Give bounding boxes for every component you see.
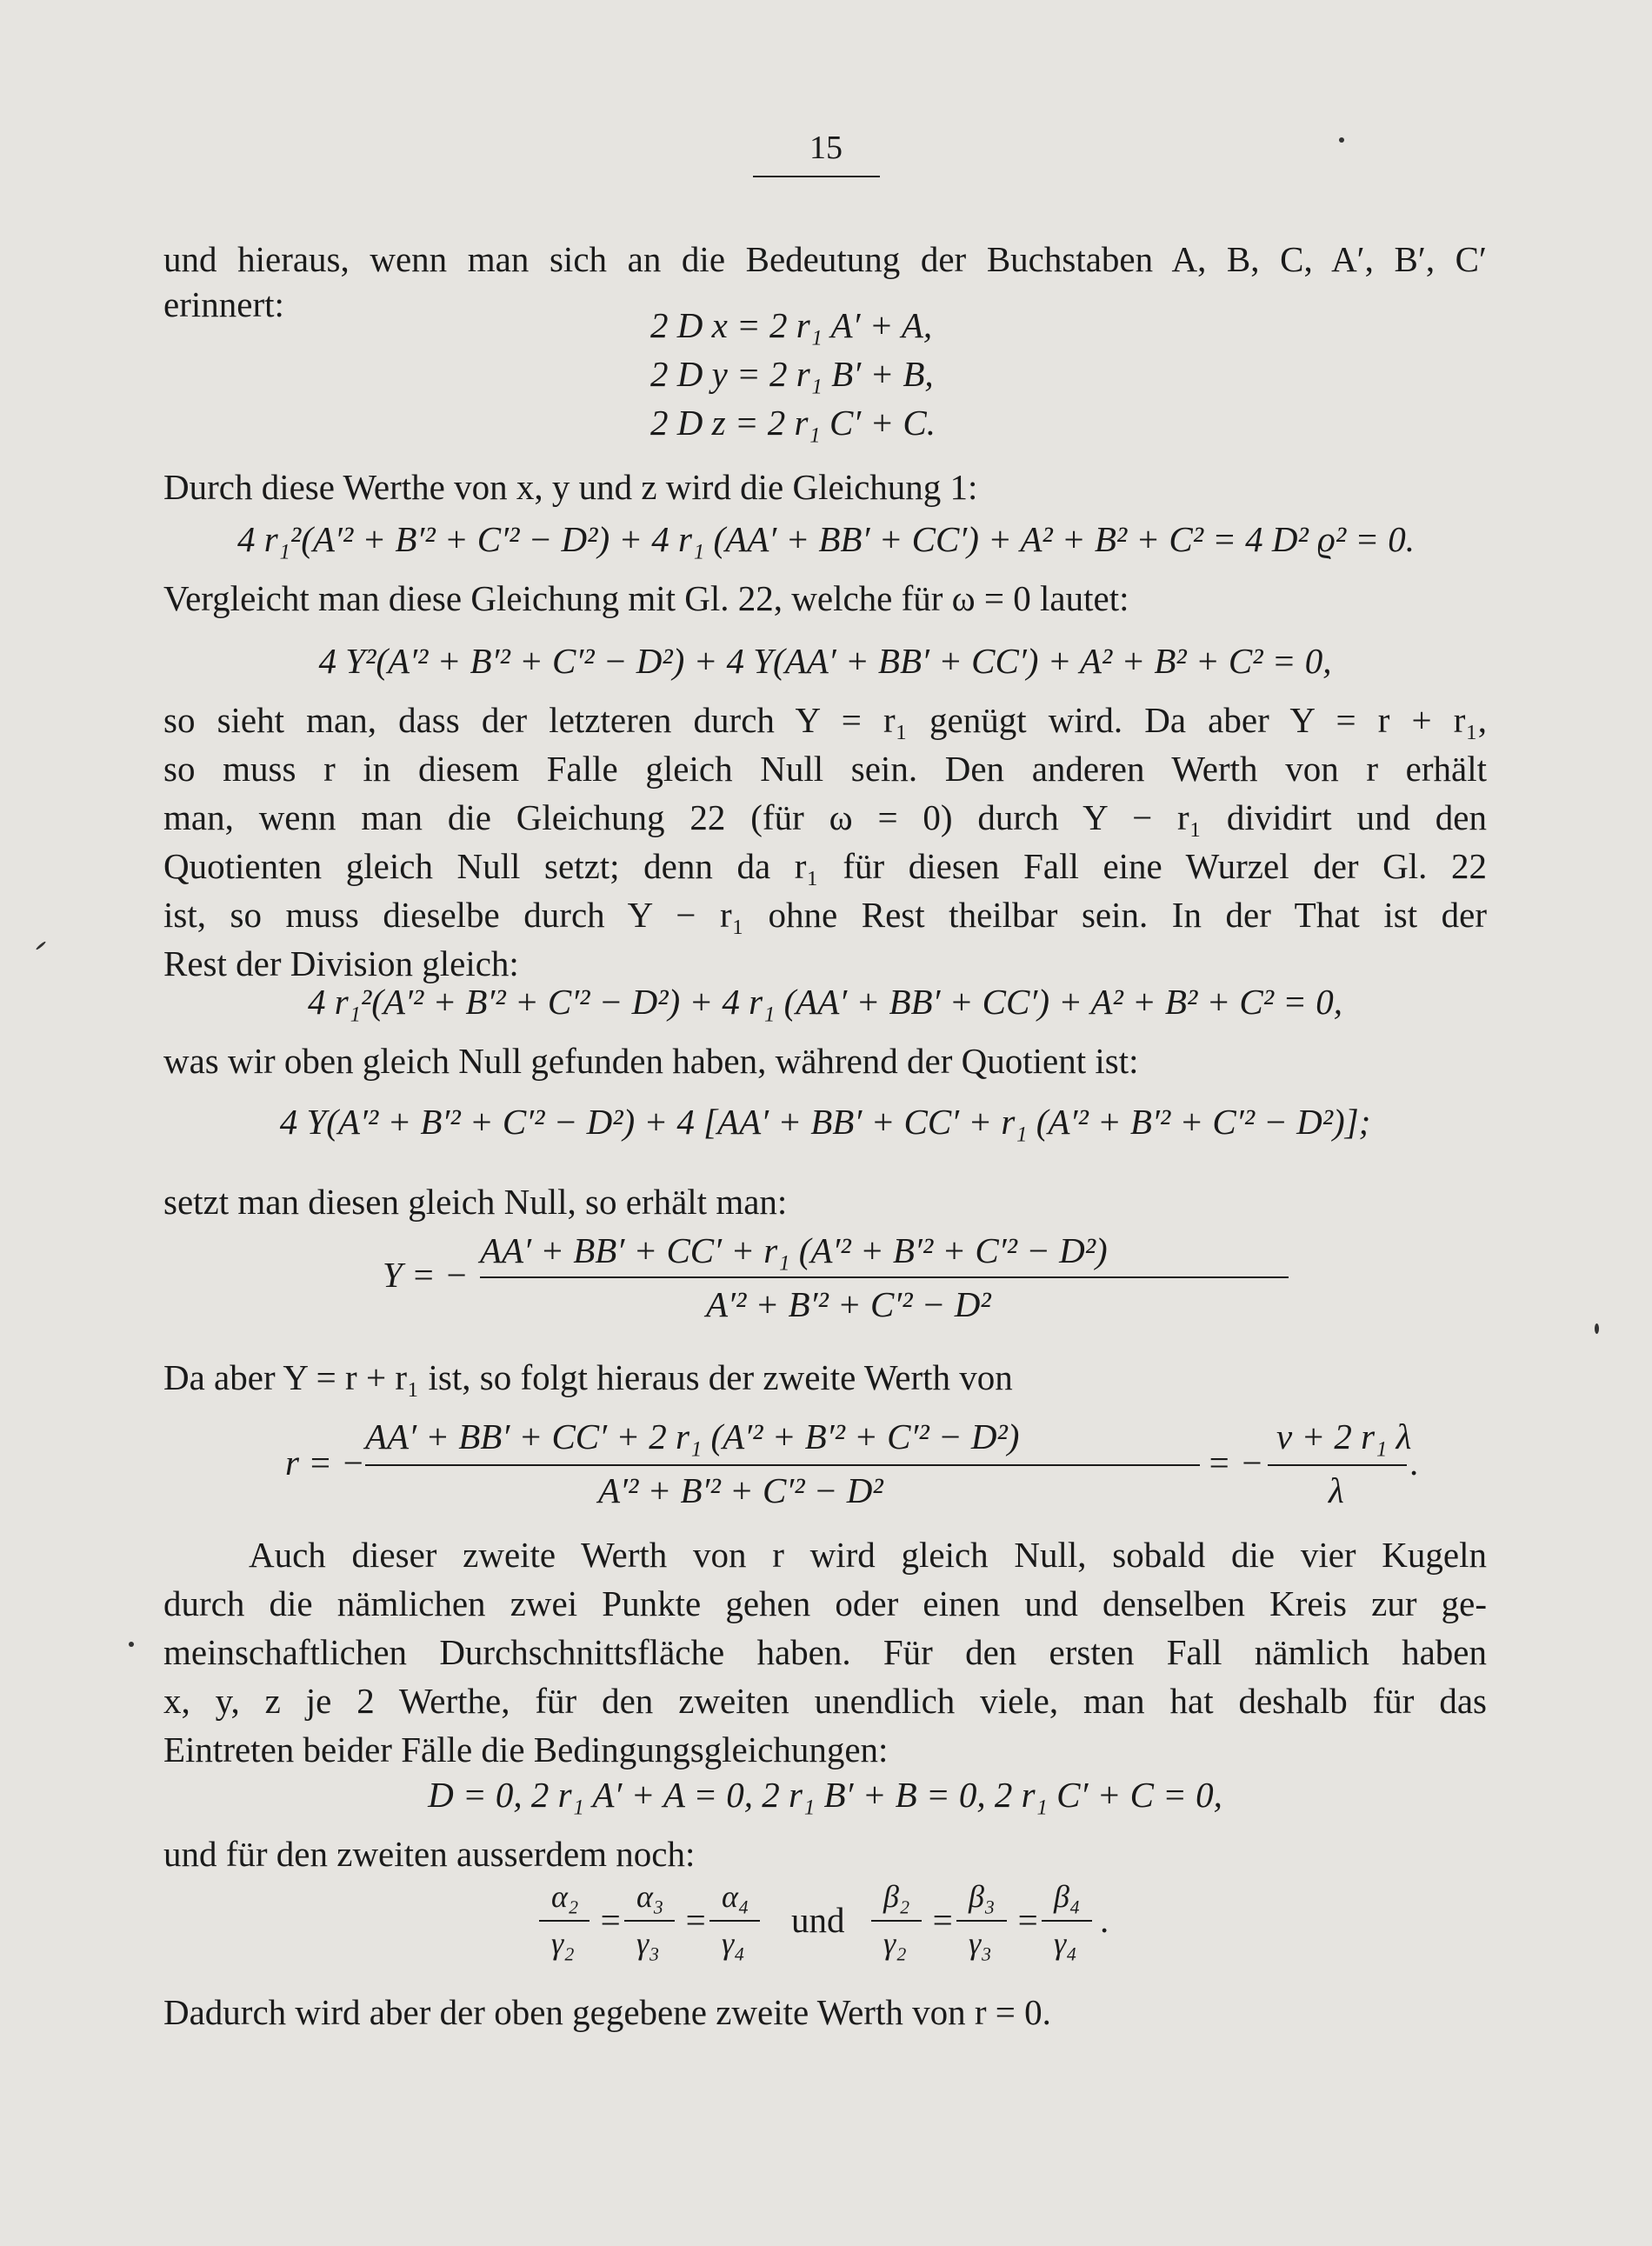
equation-gleichung-1: 4 r₁²(A′² + B′² + C′² − D²) + 4 r₁ (AA′ + BB′ + CC′) + A² + B² + C² = 4 D² ϱ² = 0. (236, 519, 1416, 559)
ratio-bar (1042, 1920, 1092, 1922)
text-line: man, wenn man die Gleichung 22 (für ω = 0) durch Y − r₁ dividirt und den (163, 797, 1487, 837)
gamma-3: γ₃ (969, 1926, 992, 1961)
ratio-und: und (791, 1900, 845, 1940)
fraction-r (285, 1416, 1420, 1520)
gamma-4: γ₄ (1054, 1926, 1077, 1961)
text-line: setzt man diesen gleich Null, so erhält man: (163, 1182, 788, 1222)
ratio-bar (709, 1920, 760, 1922)
beta-2: β₂ (883, 1879, 910, 1914)
equation-bedingungen: D = 0, 2 r₁ A′ + A = 0, 2 r₁ B′ + B = 0, 2 r₁ C′ + C = 0, (428, 1775, 1222, 1815)
fraction-r-equals: = − (1207, 1443, 1264, 1483)
text-line: so sieht man, dass der letzteren durch Y = r₁ genügt wird. Da aber Y = r + r₁, (163, 700, 1487, 740)
fraction-r-bar (365, 1464, 1200, 1466)
ratio-equals: = (930, 1900, 955, 1940)
beta-3: β₃ (969, 1879, 996, 1914)
gamma-3: γ₃ (636, 1926, 660, 1961)
equation-2dx: 2 D x = 2 r₁ A′ + A, (650, 305, 933, 345)
text-line: ist, so muss dieselbe durch Y − r₁ ohne Rest theilbar sein. In der That ist der (163, 895, 1487, 935)
ratio-equals: = (1016, 1900, 1040, 1940)
fraction-y-denominator: A′² + B′² + C′² − D² (706, 1284, 991, 1324)
alpha-4: α₄ (722, 1879, 749, 1914)
fraction-r-numerator: AA′ + BB′ + CC′ + 2 r₁ (A′² + B′² + C′² − D²) (365, 1416, 1020, 1456)
ratio-bar (956, 1920, 1007, 1922)
fraction-r2-numerator: ν + 2 r₁ λ (1276, 1416, 1412, 1456)
ratio-bar (539, 1920, 590, 1922)
ratio-bar (871, 1920, 922, 1922)
gamma-2: γ₂ (883, 1926, 907, 1961)
fraction-r2-denominator: λ (1329, 1470, 1344, 1510)
beta-4: β₄ (1054, 1879, 1081, 1914)
equation-2dy: 2 D y = 2 r₁ B′ + B, (650, 354, 934, 394)
scan-speck (36, 941, 47, 950)
ratio-equals: = (683, 1900, 708, 1940)
text-line: erinnert: (163, 284, 284, 324)
scan-speck (129, 1642, 134, 1647)
fraction-y-bar (480, 1276, 1289, 1278)
fraction-y-lhs: Y = − (383, 1255, 469, 1295)
equation-2dz: 2 D z = 2 r₁ C′ + C. (650, 403, 936, 443)
ratio-bar (624, 1920, 675, 1922)
ratio-period: . (1101, 1900, 1110, 1940)
text-line: und für den zweiten ausserdem noch: (163, 1834, 696, 1874)
equation-rest: 4 r₁²(A′² + B′² + C′² − D²) + 4 r₁ (AA′ + BB′ + CC′) + A² + B² + C² = 0, (308, 982, 1342, 1022)
fraction-y (383, 1230, 1426, 1360)
text-line: Eintreten beider Fälle die Bedingungsgleichungen: (163, 1729, 889, 1769)
text-line: und hieraus, wenn man sich an die Bedeutung der Buchstaben A, B, C, A′, B′, C′ (163, 239, 1487, 279)
gamma-4: γ₄ (722, 1926, 745, 1961)
fraction-r-period: . (1410, 1443, 1420, 1483)
equation-gl-22: 4 Y²(A′² + B′² + C′² − D²) + 4 Y(AA′ + BB′ + CC′) + A² + B² + C² = 0, (318, 641, 1332, 681)
alpha-3: α₃ (636, 1879, 664, 1914)
ratio-equals: = (598, 1900, 623, 1940)
page-number: 15 (809, 130, 843, 166)
text-line: durch die nämlichen zwei Punkte gehen oder einen und denselben Kreis zur ge- (163, 1583, 1487, 1623)
text-line: so muss r in diesem Falle gleich Null sein. Den anderen Werth von r erhält (163, 749, 1487, 789)
scan-speck (1595, 1323, 1599, 1334)
gamma-2: γ₂ (551, 1926, 575, 1961)
fraction-r-denominator: A′² + B′² + C′² − D² (598, 1470, 883, 1510)
text-line: x, y, z je 2 Werthe, für den zweiten unendlich viele, man hat deshalb für das (163, 1681, 1487, 1721)
text-line: Da aber Y = r + r₁ ist, so folgt hieraus der zweite Werth von (163, 1357, 1013, 1397)
alpha-2: α₂ (551, 1879, 579, 1914)
ratio-equations (539, 1878, 1165, 1974)
text-line: Quotienten gleich Null setzt; denn da r₁ für diesen Fall eine Wurzel der Gl. 22 (163, 846, 1487, 886)
page-number-rule (753, 176, 880, 177)
fraction-y-numerator: AA′ + BB′ + CC′ + r₁ (A′² + B′² + C′² − D²) (480, 1230, 1108, 1270)
text-line-indented: Auch dieser zweite Werth von r wird gleich Null, sobald die vier Kugeln (249, 1535, 1487, 1575)
text-line: was wir oben gleich Null gefunden haben, während der Quotient ist: (163, 1041, 1139, 1081)
equation-quotient: 4 Y(A′² + B′² + C′² − D²) + 4 [AA′ + BB′ + CC′ + r₁ (A′² + B′² + C′² − D²)]; (279, 1102, 1371, 1142)
text-line: Vergleicht man diese Gleichung mit Gl. 22, welche für ω = 0 lautet: (163, 578, 1129, 618)
text-line: Rest der Division gleich: (163, 943, 519, 983)
text-line: Durch diese Werthe von x, y und z wird die Gleichung 1: (163, 467, 978, 507)
fraction-r2-bar (1268, 1464, 1407, 1466)
scan-speck (1339, 137, 1344, 143)
fraction-r-lhs: r = − (285, 1443, 365, 1483)
text-line: Dadurch wird aber der oben gegebene zweite Werth von r = 0. (163, 1992, 1051, 2032)
text-line: meinschaftlichen Durchschnittsfläche haben. Für den ersten Fall nämlich haben (163, 1632, 1487, 1672)
